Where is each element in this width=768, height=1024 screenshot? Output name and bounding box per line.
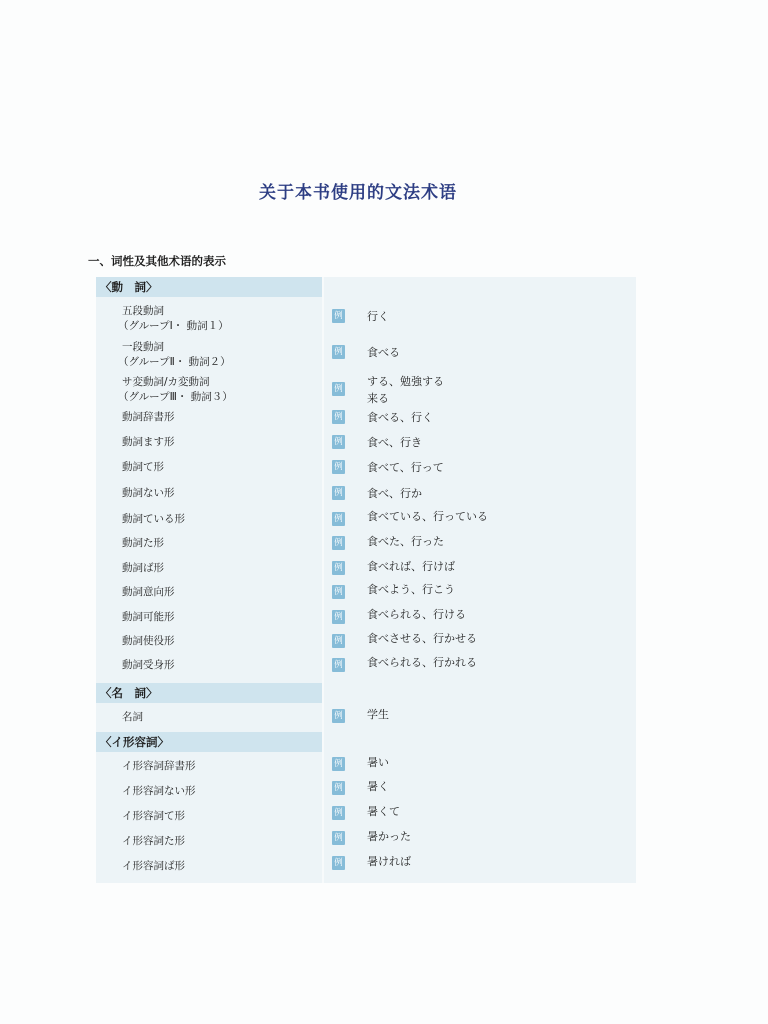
example-icon: 例 <box>332 460 345 474</box>
example-icon: 例 <box>332 309 345 323</box>
example-icon: 例 <box>332 410 345 424</box>
example-text: 食べさせる、行かせる <box>367 632 477 645</box>
example-icon: 例 <box>332 610 345 624</box>
term-label: 名詞 <box>122 711 143 723</box>
example-text: 暑ければ <box>367 855 411 868</box>
term-label: 動詞た形 <box>122 537 164 549</box>
example-icon: 例 <box>332 831 345 845</box>
term-sublabel: （グループⅠ・ 動詞１） <box>118 320 229 332</box>
term-sublabel: （グループⅡ・ 動詞２） <box>118 356 231 368</box>
term-label: 動詞使役形 <box>122 635 175 647</box>
example-text: 食べ、行き <box>367 436 422 449</box>
example-text: 食べられる、行ける <box>367 608 466 621</box>
term-label: 動詞可能形 <box>122 611 175 623</box>
term-label: 五段動詞 <box>122 305 164 317</box>
example-text: 食べ、行か <box>367 487 422 500</box>
example-text: 食べれば、行けば <box>367 560 455 573</box>
example-icon: 例 <box>332 856 345 870</box>
page-title: 关于本书使用的文法术语 <box>259 183 457 203</box>
category-nouns: 〈名 詞〉 <box>96 683 322 703</box>
example-text: 暑い <box>367 756 389 769</box>
example-text: 食べよう、行こう <box>367 583 455 596</box>
term-label: 動詞ない形 <box>122 487 175 499</box>
term-label: 動詞ます形 <box>122 436 175 448</box>
term-label: 動詞意向形 <box>122 586 175 598</box>
example-icon: 例 <box>332 382 345 396</box>
term-label: 動詞ている形 <box>122 513 185 525</box>
example-icon: 例 <box>332 806 345 820</box>
example-text: 暑く <box>367 780 389 793</box>
term-label: イ形容詞ない形 <box>122 785 196 797</box>
example-text: 食べられる、行かれる <box>367 656 477 669</box>
term-label: イ形容詞辞書形 <box>122 760 196 772</box>
category-i-adjectives: 〈イ形容詞〉 <box>96 732 322 752</box>
example-icon: 例 <box>332 757 345 771</box>
example-text: 食べる <box>367 346 400 359</box>
section-heading: 一、词性及其他术语的表示 <box>88 254 226 268</box>
example-icon: 例 <box>332 634 345 648</box>
term-label: 動詞受身形 <box>122 659 175 671</box>
example-text: 食べて、行って <box>367 461 444 474</box>
term-label: イ形容詞て形 <box>122 810 185 822</box>
term-label: 一段動詞 <box>122 341 164 353</box>
example-text-line2: 来る <box>367 392 389 405</box>
example-text: する、勉強する <box>367 375 444 388</box>
example-text: 食べている、行っている <box>367 510 488 523</box>
example-text: 食べる、行く <box>367 411 433 424</box>
term-sublabel: （グループⅢ・ 動詞３） <box>118 391 233 403</box>
terminology-table <box>96 277 636 883</box>
example-icon: 例 <box>332 512 345 526</box>
term-label: 動詞て形 <box>122 461 164 473</box>
term-label: サ変動詞/カ変動詞 <box>122 376 210 388</box>
term-label: イ形容詞ば形 <box>122 860 185 872</box>
example-icon: 例 <box>332 709 345 723</box>
example-icon: 例 <box>332 561 345 575</box>
example-icon: 例 <box>332 345 345 359</box>
example-text: 学生 <box>367 708 389 721</box>
example-icon: 例 <box>332 781 345 795</box>
example-text: 行く <box>367 310 389 323</box>
example-text: 食べた、行った <box>367 535 444 548</box>
example-text: 暑くて <box>367 805 400 818</box>
example-icon: 例 <box>332 435 345 449</box>
example-icon: 例 <box>332 658 345 672</box>
term-label: イ形容詞た形 <box>122 835 185 847</box>
example-text: 暑かった <box>367 830 411 843</box>
term-label: 動詞ば形 <box>122 562 164 574</box>
example-icon: 例 <box>332 536 345 550</box>
example-icon: 例 <box>332 486 345 500</box>
example-icon: 例 <box>332 585 345 599</box>
term-label: 動詞辞書形 <box>122 411 175 423</box>
column-separator <box>322 277 324 883</box>
category-verbs: 〈動 詞〉 <box>96 277 322 297</box>
